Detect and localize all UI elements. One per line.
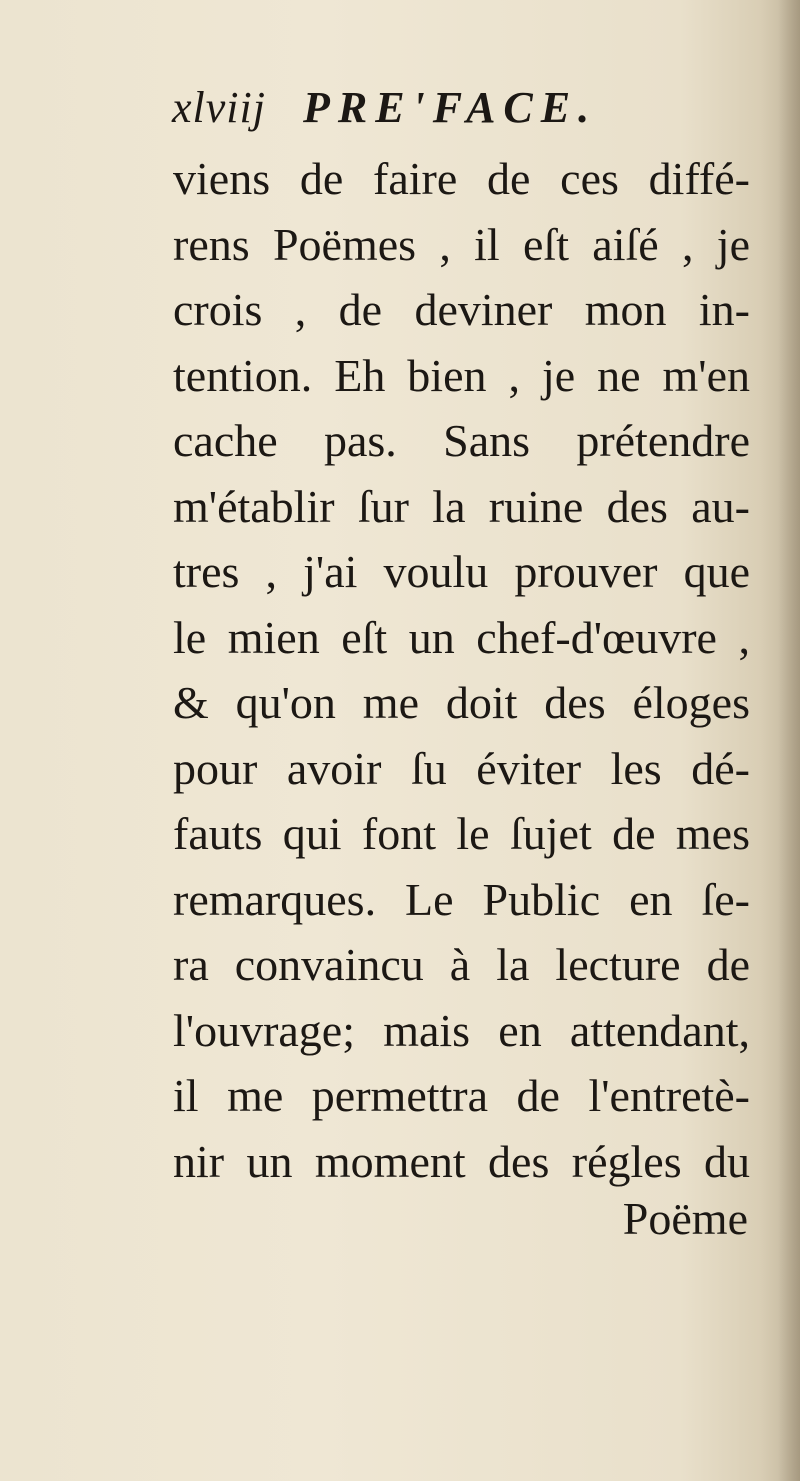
body-text	[173, 146, 750, 1194]
running-title: PRE'FACE.	[302, 83, 598, 132]
text-line: & qu'on me doit des éloges	[173, 677, 750, 728]
text-line: ra convaincu à la lecture de	[173, 939, 750, 990]
text-line: le mien eſt un chef-d'œuvre ,	[173, 611, 750, 663]
text-line: nir un moment des régles du	[173, 1135, 750, 1187]
text-line: il me permettra de l'entretè-	[173, 1070, 750, 1121]
text-line: m'établir ſur la ruine des au-	[173, 480, 750, 532]
text-line: viens de faire de ces diffé-	[173, 153, 750, 204]
page-edge-shadow	[778, 0, 800, 1481]
catchword: Poëme	[622, 1193, 748, 1244]
page-number: xlviij	[172, 83, 266, 132]
text-line: rens Poëmes , il eſt aiſé , je	[173, 218, 750, 270]
text-line: tention. Eh bien , je ne m'en	[173, 349, 750, 401]
page-header	[172, 78, 752, 138]
text-line: remarques. Le Public en ſe-	[173, 873, 750, 925]
text-line: cache pas. Sans prétendre	[173, 415, 750, 466]
text-line: l'ouvrage; mais en attendant,	[173, 1004, 750, 1056]
text-line: crois , de deviner mon in-	[173, 284, 750, 335]
text-line: tres , j'ai voulu prouver que	[173, 546, 750, 597]
text-line: fauts qui font le ſujet de mes	[173, 808, 750, 859]
text-line: pour avoir ſu éviter les dé-	[173, 742, 750, 794]
